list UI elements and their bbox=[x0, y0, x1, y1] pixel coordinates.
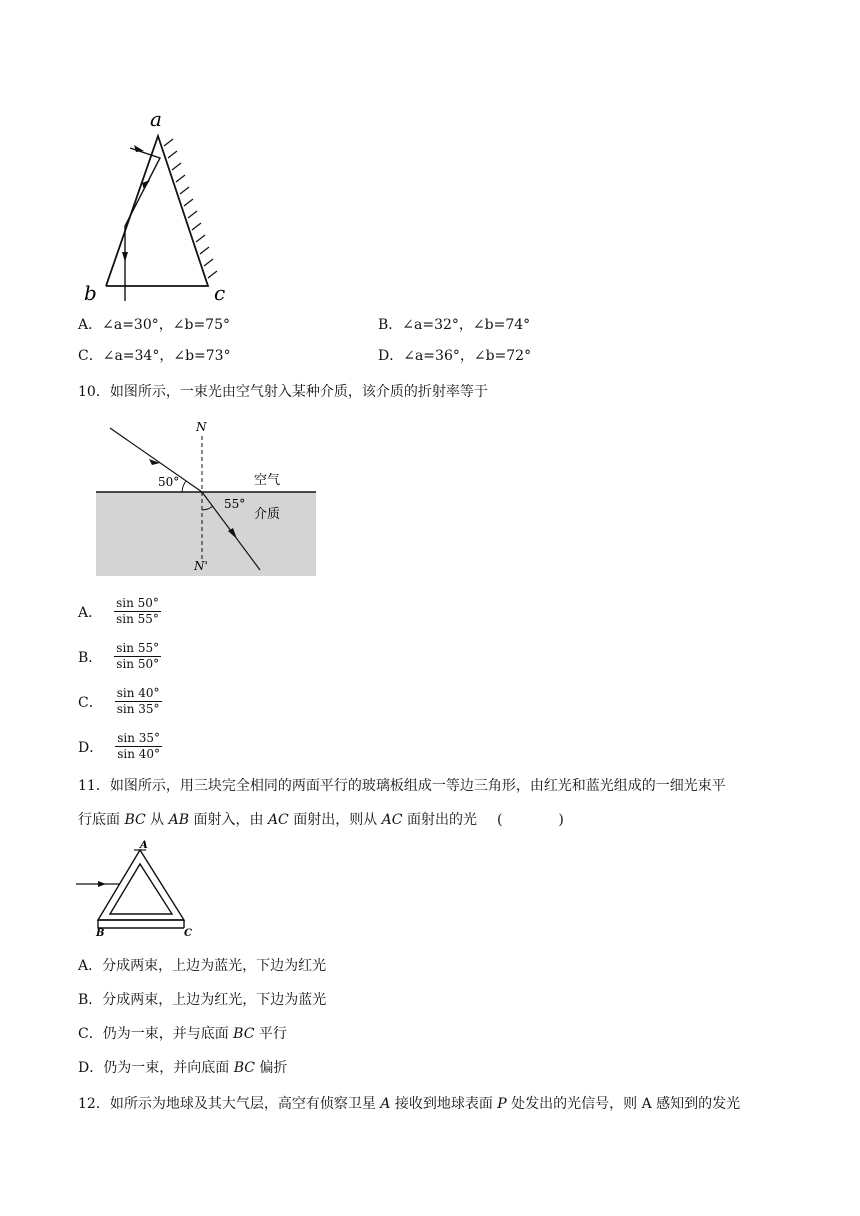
q9-vertex-b-label: b bbox=[84, 281, 97, 305]
option-letter: C． bbox=[78, 1026, 103, 1042]
numerator: sin 40° bbox=[116, 686, 160, 700]
var-a: A bbox=[380, 1096, 391, 1112]
var-bc: BC bbox=[233, 1060, 255, 1076]
option-letter: C． bbox=[78, 348, 103, 364]
var-bc: BC bbox=[233, 1026, 255, 1042]
option-text: 仍为一束，并与底面 bbox=[102, 1026, 234, 1042]
q10-option-a bbox=[78, 596, 161, 627]
numerator: sin 55° bbox=[116, 641, 160, 655]
q9-option-a bbox=[78, 315, 230, 335]
numerator: sin 35° bbox=[117, 731, 161, 745]
text: 12．如所示为地球及其大气层，高空有侦察卫星 bbox=[78, 1096, 381, 1112]
q10-medium-label: 介质 bbox=[254, 507, 281, 522]
option-text: ∠a=32°，∠b=74° bbox=[402, 317, 531, 333]
option-letter: D． bbox=[78, 1060, 104, 1076]
option-letter: A． bbox=[78, 317, 103, 333]
q9-option-b bbox=[378, 315, 530, 335]
q10-refract-angle-label: 55° bbox=[224, 497, 246, 511]
var-ac: AC bbox=[267, 812, 289, 828]
option-letter: A． bbox=[78, 958, 103, 974]
option-letter: B． bbox=[378, 317, 403, 333]
denominator: sin 35° bbox=[116, 702, 160, 716]
q10-option-b bbox=[78, 641, 161, 672]
q10-stem: 10．如图所示，一束光由空气射入某种介质，该介质的折射率等于 bbox=[78, 384, 488, 400]
option-letter: D． bbox=[378, 348, 404, 364]
text: 面射入，由 bbox=[189, 812, 268, 828]
q9-vertex-a-label: a bbox=[150, 107, 162, 131]
var-ab: AB bbox=[168, 812, 190, 828]
option-text: ∠a=34°，∠b=73° bbox=[102, 348, 231, 364]
q11-option-c bbox=[78, 1024, 287, 1044]
fraction bbox=[115, 731, 162, 762]
q10-air-label: 空气 bbox=[254, 473, 281, 488]
q11-vertex-a-label: A bbox=[140, 840, 148, 851]
q10-incident-angle-label: 50° bbox=[158, 475, 180, 489]
q10-refraction-figure bbox=[96, 416, 318, 578]
text: 行底面 bbox=[78, 812, 125, 828]
fraction bbox=[114, 641, 161, 672]
var-ac: AC bbox=[381, 812, 403, 828]
answer-blank: ( ) bbox=[496, 812, 564, 828]
q10-normal-n-label: N bbox=[196, 420, 207, 434]
option-text: 偏折 bbox=[254, 1060, 288, 1076]
q11-option-b bbox=[78, 990, 326, 1010]
option-letter: D． bbox=[78, 739, 104, 756]
q12-stem bbox=[78, 1094, 740, 1114]
q9-vertex-c-label: c bbox=[214, 281, 226, 305]
q11-stem-line-1: 11．如图所示，用三块完全相同的两面平行的玻璃板组成一等边三角形，由红光和蓝光组成的一细光束平 bbox=[78, 778, 726, 794]
fraction bbox=[115, 686, 162, 717]
q11-vertex-b-label: B bbox=[96, 928, 105, 936]
option-text: 分成两束，上边为红光，下边为蓝光 bbox=[102, 992, 327, 1008]
option-text: 分成两束，上边为蓝光，下边为红光 bbox=[102, 958, 327, 974]
q11-stem-line-2 bbox=[78, 810, 564, 830]
option-letter: A． bbox=[78, 604, 103, 621]
q9-option-d bbox=[378, 346, 531, 366]
option-text: 仍为一束，并向底面 bbox=[103, 1060, 234, 1076]
var-p: P bbox=[497, 1096, 507, 1112]
q11-option-a bbox=[78, 956, 326, 976]
fraction bbox=[114, 596, 161, 627]
text: 从 bbox=[145, 812, 169, 828]
denominator: sin 55° bbox=[116, 612, 159, 626]
option-text: 平行 bbox=[254, 1026, 287, 1042]
q10-normal-n-prime-label: N' bbox=[194, 559, 208, 573]
text: 接收到地球表面 bbox=[390, 1096, 498, 1112]
var-bc: BC bbox=[124, 812, 146, 828]
option-letter: B． bbox=[78, 992, 103, 1008]
q10-option-c bbox=[78, 686, 162, 717]
q11-vertex-c-label: C bbox=[184, 928, 192, 936]
text: 处发出的光信号，则 A 感知到的发光 bbox=[506, 1096, 741, 1112]
q11-glass-triangle-figure bbox=[76, 840, 202, 936]
option-letter: C． bbox=[78, 694, 103, 711]
numerator: sin 50° bbox=[116, 596, 159, 610]
option-text: ∠a=36°，∠b=72° bbox=[403, 348, 532, 364]
q11-option-d bbox=[78, 1058, 287, 1078]
text: 面射出，则从 bbox=[288, 812, 382, 828]
denominator: sin 50° bbox=[116, 657, 160, 671]
denominator: sin 40° bbox=[117, 747, 161, 761]
option-text: ∠a=30°，∠b=75° bbox=[102, 317, 230, 333]
q9-option-c bbox=[78, 346, 231, 366]
q10-option-d bbox=[78, 731, 162, 762]
option-letter: B． bbox=[78, 649, 103, 666]
q9-prism-figure bbox=[78, 106, 248, 306]
text: 面射出的光 bbox=[402, 812, 477, 828]
